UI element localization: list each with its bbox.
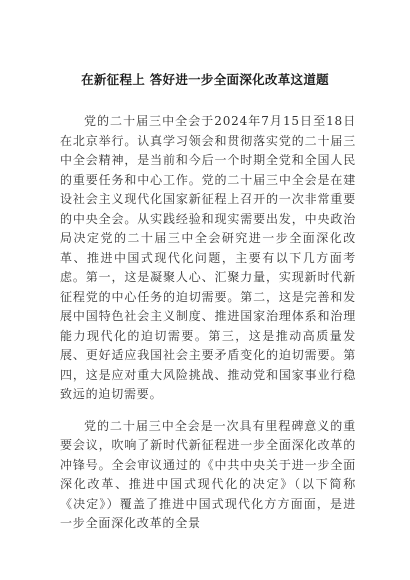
document-title: 在新征程上 答好进一步全面深化改革这道题 <box>81 72 329 87</box>
document-body <box>60 112 356 546</box>
paragraph-2: 党的二十届三中全会是一次具有里程碑意义的重要会议，吹响了新时代新征程进一步全面深化改革的冲锋号。全会审议通过的《中共中央关于进一步全面深化改革、推进中国式现代化的决定》（以下简称《决定》）覆盖了推进中国式现代化方方面面，是进一步全面深化改革的全景 <box>60 418 356 530</box>
paragraph-1: 党的二十届三中全会于2024年7月15日至18日在北京举行。认真学习领会和贯彻落实党的二十届三中全会精神，是当前和今后一个时期全党和全国人民的重要任务和中心工作。党的二十届三中全会是在建设社会主义现代化国家新征程上召开的一次非常重要的中央全会。从实践经验和现实需要出发，中央政治局决定党的二十届三中全会研究进一步全面深化改革、推进中国式现代化问题，主要有以下几方面考虑。第一，这是凝聚人心、汇聚力量，实现新时代新征程党的中心任务的迫切需要。第二，这是完善和发展中国特色社会主义制度、推进国家治理体系和治理能力现代化的迫切需要。第三，这是推动高质量发展、更好适应我国社会主要矛盾变化的迫切需要。第四，这是应对重大风险挑战、推动党和国家事业行稳致远的迫切需要。 <box>60 114 356 401</box>
